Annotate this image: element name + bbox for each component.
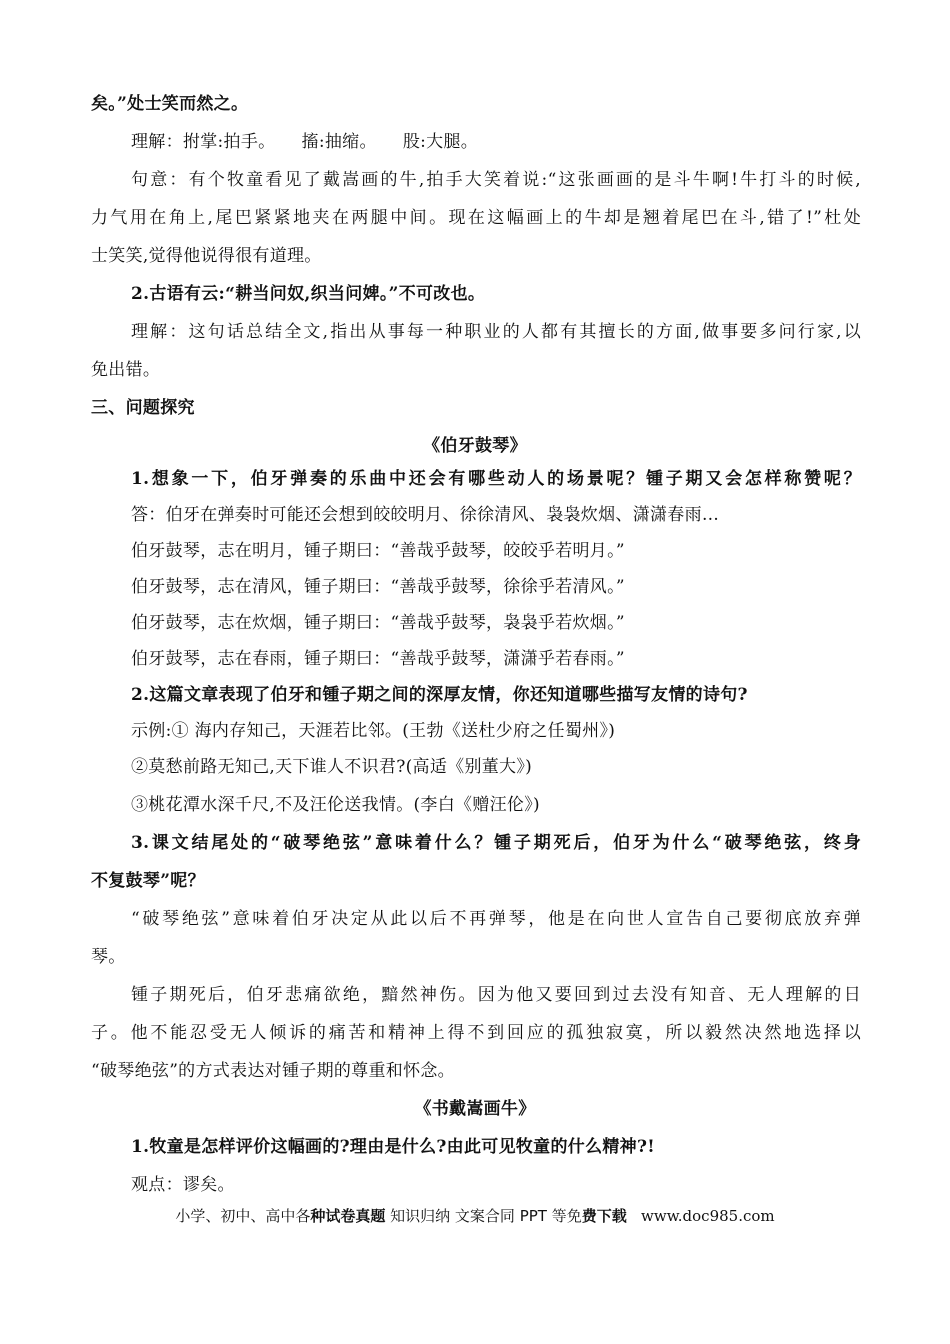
question-heading: 不复鼓琴”呢？ [91,871,205,891]
text-line: 力气用在角上,尾巴紧紧地夹在两腿中间。现在这幅画上的牛却是翘着尾巴在斗,错了!”杜处 [91,208,861,228]
footer-text: 知识归纳 文案合同 PPT 等免 [385,1207,582,1225]
subsection-title: 《书戴嵩画牛》 [414,1099,536,1119]
text-line: “破琴绝弦”的方式表达对锺子期的尊重和怀念。 [91,1061,455,1081]
section-heading: 三、问题探究 [91,398,195,418]
text-line: 伯牙鼓琴，志在清风，锺子期曰：“善哉乎鼓琴，徐徐乎若清风。” [131,577,625,597]
footer-link[interactable]: www.doc985.com [626,1207,775,1225]
text-line: 矣。”处士笑而然之。 [91,94,249,114]
text-line: 免出错。 [91,360,161,380]
footer-text: 费下载 [581,1207,627,1225]
text-line: 琴。 [91,947,126,967]
page-footer [0,1206,950,1226]
question-heading: 2.这篇文章表现了伯牙和锺子期之间的深厚友情，你还知道哪些描写友情的诗句? [131,685,748,705]
text-line: 观点：谬矣。 [131,1175,235,1195]
text-line: 理解：拊掌:拍手。 搐:抽缩。 股:大腿。 [131,132,479,152]
text-line: 伯牙鼓琴，志在明月，锺子期曰：“善哉乎鼓琴，皎皎乎若明月。” [131,541,625,561]
text-line: ③桃花潭水深千尺,不及汪伦送我情。(李白《赠汪伦》) [131,795,540,815]
section-heading: 2.古语有云:“耕当问奴,织当问婢。”不可改也。 [131,284,486,304]
text-line: 伯牙鼓琴，志在春雨，锺子期曰：“善哉乎鼓琴，潇潇乎若春雨。” [131,649,625,669]
text-line: 伯牙鼓琴，志在炊烟，锺子期曰：“善哉乎鼓琴，袅袅乎若炊烟。” [131,613,625,633]
text-line: 句意：有个牧童看见了戴嵩画的牛,拍手大笑着说:“这张画画的是斗牛啊!牛打斗的时候, [131,170,861,190]
question-heading: 3.课文结尾处的“破琴绝弦”意味着什么？锺子期死后，伯牙为什么“破琴绝弦，终身 [131,833,861,853]
footer-text: 种试卷真题 [310,1207,386,1225]
footer-text: 小学、初中、高中各 [175,1207,311,1225]
text-line: 答：伯牙在弹奏时可能还会想到皎皎明月、徐徐清风、袅袅炊烟、潇潇春雨… [131,505,720,525]
text-line: 锺子期死后，伯牙悲痛欲绝，黯然神伤。因为他又要回到过去没有知音、无人理解的日 [131,985,861,1005]
text-line: 士笑笑,觉得他说得很有道理。 [91,246,322,266]
text-line: 示例:① 海内存知己，天涯若比邻。(王勃《送杜少府之任蜀州》) [131,721,616,741]
text-line: “破琴绝弦”意味着伯牙决定从此以后不再弹琴，他是在向世人宣告自己要彻底放弃弹 [131,909,861,929]
text-line: 子。他不能忍受无人倾诉的痛苦和精神上得不到回应的孤独寂寞，所以毅然决然地选择以 [91,1023,861,1043]
text-line: ②莫愁前路无知己,天下谁人不识君?(高适《别董大》) [131,757,533,777]
question-heading: 1.牧童是怎样评价这幅画的?理由是什么?由此可见牧童的什么精神?! [131,1137,655,1157]
question-heading: 1.想象一下，伯牙弹奏的乐曲中还会有哪些动人的场景呢？锺子期又会怎样称赞呢？ [131,469,861,489]
text-line: 理解：这句话总结全文,指出从事每一种职业的人都有其擅长的方面,做事要多问行家,以 [131,322,861,342]
subsection-title: 《伯牙鼓琴》 [423,436,527,456]
